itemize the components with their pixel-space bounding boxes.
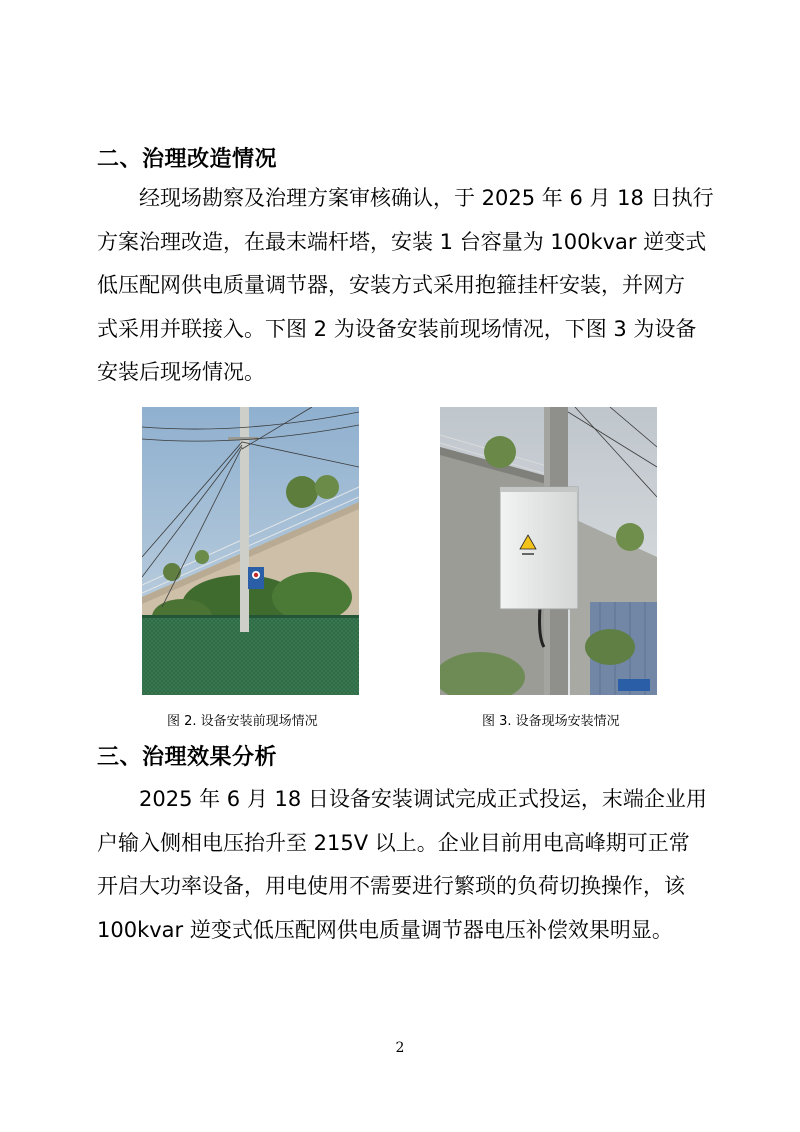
figure-caption-3: 图 3. 设备现场安装情况 bbox=[482, 714, 620, 729]
photo-site-before-installation bbox=[142, 407, 359, 695]
paragraph-line: 安装后现场情况。 bbox=[97, 360, 265, 384]
photo-equipment-installed bbox=[440, 407, 657, 695]
section-heading-governance-renovation: 二、治理改造情况 bbox=[97, 147, 278, 172]
paragraph-line: 100kvar 逆变式低压配网供电质量调节器电压补偿效果明显。 bbox=[97, 917, 673, 942]
paragraph-line: 开启大功率设备，用电使用不需要进行繁琐的负荷切换操作，该 bbox=[97, 874, 685, 898]
paragraph-line: 方案治理改造，在最末端杆塔，安装 1 台容量为 100kvar 逆变式 bbox=[97, 229, 707, 254]
paragraph-renovation bbox=[97, 177, 714, 395]
page-number: 2 bbox=[395, 1040, 405, 1056]
paragraph-effect-analysis bbox=[97, 778, 709, 952]
paragraph-line: 低压配网供电质量调节器，安装方式采用抱箍挂杆安装，并网方 bbox=[97, 273, 685, 297]
paragraph-line: 经现场勘察及治理方案审核确认，于 2025 年 6 月 18 日执行 bbox=[139, 186, 714, 210]
paragraph-line: 式采用并联接入。下图 2 为设备安装前现场情况，下图 3 为设备 bbox=[97, 316, 697, 341]
section-heading-effect-analysis: 三、治理效果分析 bbox=[97, 745, 278, 770]
paragraph-line: 2025 年 6 月 18 日设备安装调试完成正式投运，末端企业用 bbox=[139, 787, 707, 811]
paragraph-line: 户输入侧相电压抬升至 215V 以上。企业目前用电高峰期可正常 bbox=[97, 830, 690, 855]
figure-caption-2: 图 2. 设备安装前现场情况 bbox=[167, 714, 318, 729]
